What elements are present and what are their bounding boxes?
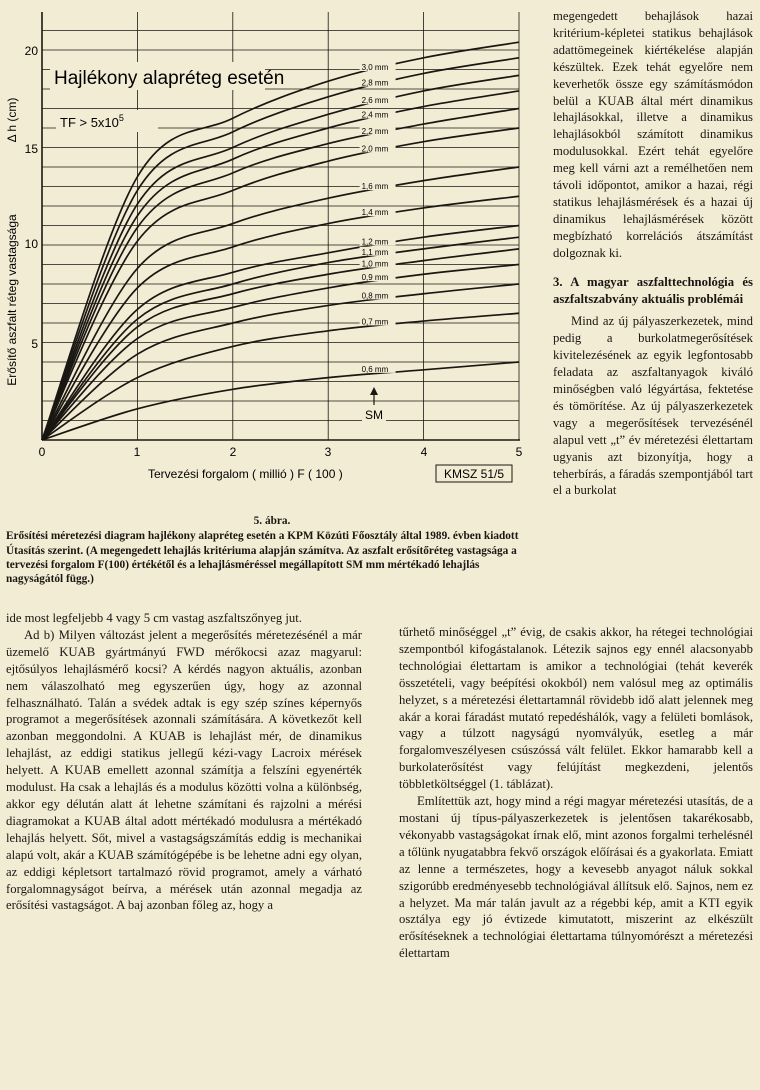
paragraph: tűrhető minőséggel „t” évig, de csakis akkor, ha rétegei technológiai szempontból kifogástalanok. Létezik sajnos egy ennél alacsonyabb technológiai élettartam is amikor a technológiai (tehát keverék összetételi, vagy beépítési okokból) nem valósul meg az optimális helyzet, s a méretezési élettartamnál rövidebb idő alatt jelennek meg akár a korai fáradást mutató repedéshálók, vagy a felületi bomlások, vagy a túlzott nagyságú nyomvályúk, esetleg a már forgalomveszélyesen csúszóssá vált felület. Ekkor hamarabb kell a burkolaterősítést vagy felújítást megkezdeni, jelentős többletköltséggel (1. táblázat). (399, 625, 753, 792)
series-label: 3,0 mm (361, 63, 389, 73)
x-axis-label: Tervezési forgalom ( millió ) F ( 100 ) (148, 467, 343, 481)
series-label: 0,7 mm (361, 317, 389, 327)
chart-title: Hajlékony alapréteg esetén (54, 68, 285, 89)
y-axis-symbol: Δ h (cm) (5, 97, 19, 143)
design-chart (0, 0, 550, 510)
right-column-top (553, 8, 753, 499)
series-label: 2,2 mm (361, 126, 389, 136)
paragraph: Mind az új pályaszerkezetek, mind pedig a burkolatmegerősítések kivitelezésének az egyik legfontosabb feladata az aszfaltanyagok kiváló minőségben való légyártása, fektetése és tömörítése. Az új pályaszerkezetek vagy a megerősítések tervezésénél alapul vett „t” év méretezési élettartam ugyanis azt bizonyítja, hogy a teherbírás, a fáradás szempontjából tart el a burkolat (553, 314, 753, 498)
x-tick-label: 2 (229, 445, 237, 459)
y-tick-label: 5 (31, 337, 38, 351)
series-label: 1,0 mm (361, 259, 389, 269)
x-tick-label: 5 (515, 445, 523, 459)
series-label: 1,6 mm (361, 182, 389, 192)
chart-series (42, 42, 519, 440)
y-tick-label: 10 (24, 237, 38, 251)
series-label: 0,8 mm (361, 291, 389, 301)
stamp-label: KMSZ 51/5 (443, 467, 505, 481)
x-tick-label: 0 (38, 445, 46, 459)
figure-number: 5. ábra. (253, 515, 291, 527)
series-line (42, 237, 519, 440)
paragraph: Ad b) Milyen változást jelent a megerősítés méretezésénél a már üzemelő KUAB gyártmányú FWD mérőkocsi azaz magyarul: ejtősúlyos lehajlásmérő kocsi? A kérdés nagyon aktuális, azonban nem válaszolható meg egyszerűen úgy, hogy az azonnal felhasználható. Talán a svédek adtak is egy szép színes képernyős programot a megerősítések azonnali számítására. A következőt kell azonban meggondolni. A KUAB is lehajlást mér, de dinamikus lehajlást, az eddigi statikus jellegű kézi-vagy Lacroix mérések helyett. A KUAB emellett azonnal számítja a felszíni egyenérték modulust. Ha csak a lehajlás és a modulus közötti volna a különbség, akkor egy délután alatt át lehetne számítani és rajzolni a mérési diagramokat a KUAB által adott mértékadó modulusra a mértékadó lehajlás helyett. Sőt, mivel a vastagságszámítás eddig is mechanikai alapú volt, akár a KUAB számítógépébe is be lehetne adni egy olyan, az eddigi képletsort tartalmazó rövid programot, amely a várható forgalomnagyságot beírva, a mérések után azonnal megadja az erősítési vastagságot. A baj azonban főleg az, hogy a (6, 627, 362, 913)
x-tick-label: 3 (324, 445, 332, 459)
x-tick-labels (39, 445, 523, 459)
series-line (42, 91, 519, 440)
figure-caption (6, 514, 538, 586)
section-heading: 3. A magyar aszfalttechnológia és aszfaltszabvány aktuális problémái (553, 274, 753, 306)
paragraph: megengedett behajlások hazai kritérium-képletei statikus behajlások adattömegeinek kiértékelése alapján készültek. Ezek tehát egyelőre nem keverhetők össze egy számításmódon belül a KUAB által mért dinamikus lehajlásokkal, illetve a dinamikus lehajlásokból számított dinamikus modulusokkal. Ezért tehát egyelőre meg kell várni azt a remélhetően nem távoli időpontot, amikor a hazai, régi statikus lehajlásmérések és a hazai új dinamikus lehajlásmérések között megbízható korrelációs átszámítást dolgoznak ki. (553, 9, 753, 260)
paragraph: ide most legfeljebb 4 vagy 5 cm vastag aszfaltszőnyeg jut. (6, 611, 302, 625)
reinforcement-design-figure (0, 0, 550, 510)
left-column-bottom (6, 610, 362, 914)
x-tick-label: 1 (133, 445, 141, 459)
tf-label: TF > $5x10^5$ (60, 113, 124, 130)
sm-label: SM (365, 408, 383, 422)
x-tick-label: 4 (420, 445, 428, 459)
y-tick-label: 20 (24, 44, 38, 58)
series-label: 0,6 mm (361, 364, 389, 374)
series-line (42, 313, 519, 440)
series-label: 1,4 mm (361, 208, 389, 218)
series-label: 0,9 mm (361, 273, 389, 283)
series-label: 2,8 mm (361, 78, 389, 88)
sm-arrow-icon (370, 387, 378, 395)
series-label: 1,2 mm (361, 237, 389, 247)
paragraph: Említettük azt, hogy mind a régi magyar méretezési utasítás, de a mostani új típus-pályaszerkezetek is jelentősen takarékosabb, vékonyabb vastagságokat írnak elő, mint azonos forgalmi terhelésnél a tőlünk nyugatabbra fekvő országok előírásai és a gyakorlata. Emiatt az lenne a természetes, hogy a kevesebb anyagot náluk sokkal szigorúbb eredményesebb technológiával állítsuk elő. Sajnos, nem ez a helyzet. Ma már talán javult az a régebbi kép, amit a KTI egyik osztálya egy jó évtizede kimutatott, miszerint az elkészült erősítéseknek a technológiai élettartama túlnyomórészt a méretezési élettartam (399, 794, 753, 961)
y-tick-label: 15 (24, 142, 38, 156)
series-label: 2,4 mm (361, 110, 389, 120)
right-column-bottom (399, 624, 753, 962)
y-tick-labels (25, 44, 39, 351)
series-label: 1,1 mm (361, 247, 389, 257)
series-label: 2,0 mm (361, 144, 389, 154)
series-label: 2,6 mm (361, 96, 389, 106)
y-axis-label: Erősítő aszfalt réteg vastagsága (5, 214, 19, 386)
caption-text: Erősítési méretezési diagram hajlékony alapréteg esetén a KPM Közúti Főosztály által 1989. évben kiadott Útasítás szerint. (A megengedett lehajlás kritériuma alapján számítva. Az aszfalt erősítőréteg vastagsága a tervezési forgalom F(100) értékétől és a lehajlásméréssel megállapított SM mm mértékadó lehajlás nagyságától függ.) (6, 530, 519, 586)
